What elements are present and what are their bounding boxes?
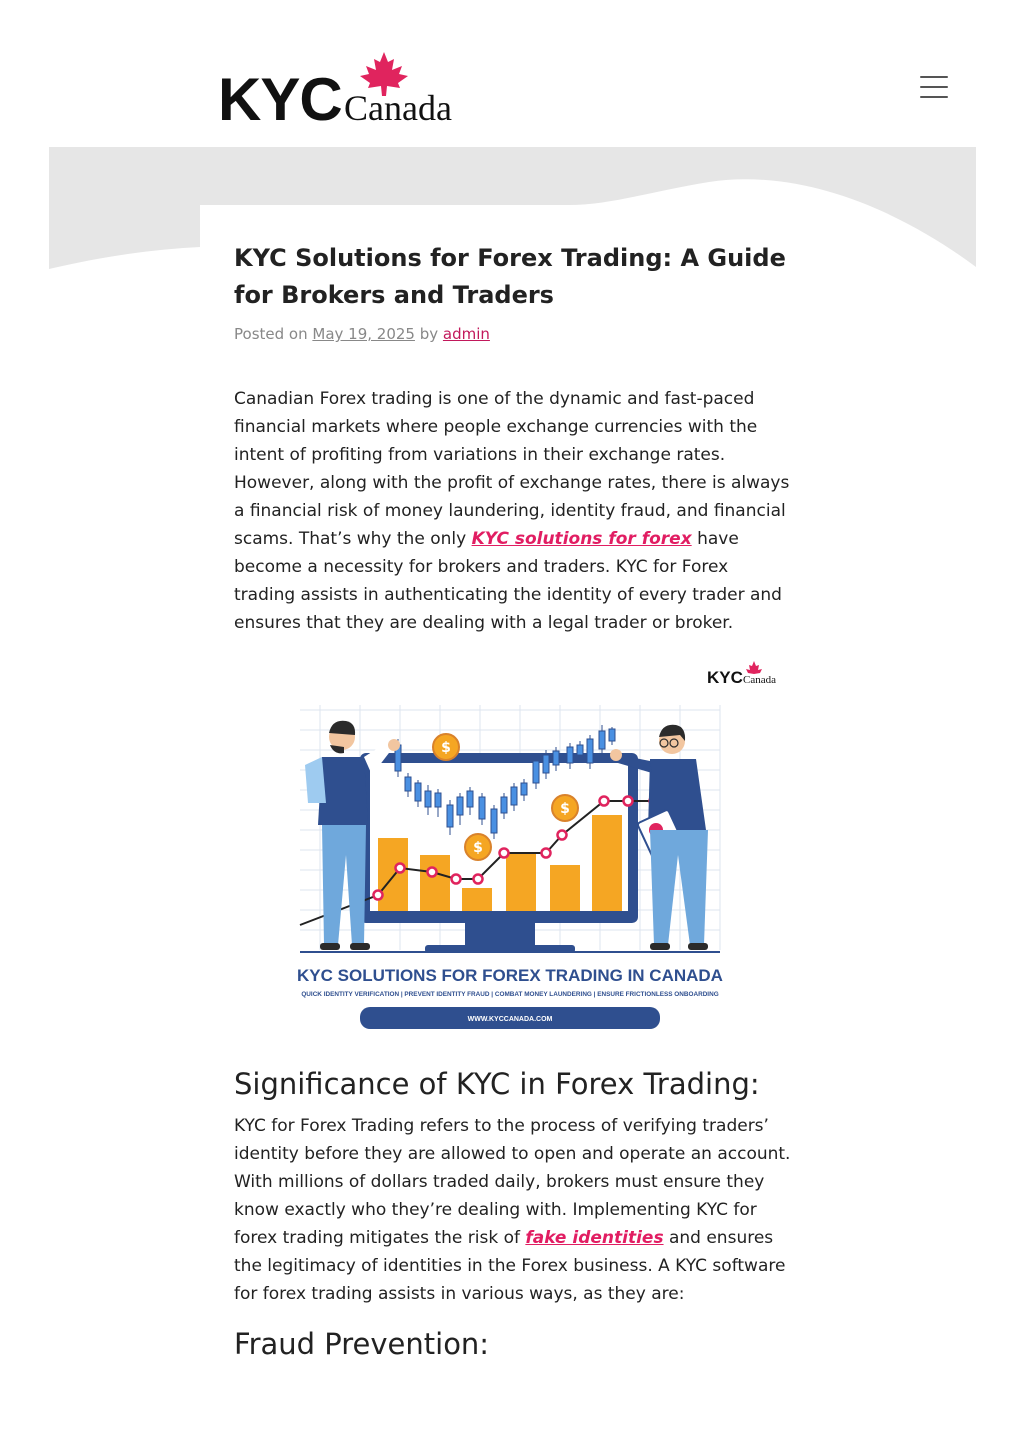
logo-kyc-text: KYC xyxy=(218,66,342,133)
section-heading-fraud-prevention: Fraud Prevention: xyxy=(234,1327,490,1361)
posted-on-label: Posted on xyxy=(234,325,308,343)
svg-text:$: $ xyxy=(473,840,483,856)
intro-text-before: Canadian Forex trading is one of the dynamic and fast-paced financial markets where people exchange currencies with the intent of profiting from variations in their exchange rates. However, along with the profit of exchange rates, there is always a financial risk of money laundering, identity fraud, and financial scams. That’s why the only xyxy=(234,389,790,549)
site-header xyxy=(0,0,1024,147)
article-title: KYC Solutions for Forex Trading: A Guide for Brokers and Traders xyxy=(234,244,786,309)
kyc-solutions-forex-link[interactable]: KYC solutions for forex xyxy=(471,529,692,549)
author-link[interactable]: admin xyxy=(442,325,490,343)
post-meta xyxy=(234,325,490,343)
significance-text-after: and ensures the legitimacy of identities in the Forex business. A KYC software for forex trading assists in various ways, as they are: xyxy=(234,1228,786,1304)
fake-identities-link[interactable]: fake identities xyxy=(525,1228,664,1248)
intro-paragraph xyxy=(234,385,794,637)
coin-icon-3 xyxy=(465,834,491,860)
section-heading-significance: Significance of KYC in Forex Trading: xyxy=(234,1067,760,1101)
logo-canada-text: Canada xyxy=(344,88,452,128)
site-logo[interactable] xyxy=(218,50,478,133)
illustration-logo-kyc: KYC xyxy=(707,668,743,687)
post-date-link[interactable]: May 19, 2025 xyxy=(312,325,415,343)
illustration-url: WWW.KYCCANADA.COM xyxy=(467,1016,553,1023)
illustration-heading: KYC SOLUTIONS FOR FOREX TRADING IN CANADA xyxy=(297,966,723,985)
significance-paragraph xyxy=(234,1112,794,1308)
coin-icon-1 xyxy=(433,734,459,760)
by-label: by xyxy=(419,325,439,343)
illustration-subheading: QUICK IDENTITY VERIFICATION | PREVENT IDENTITY FRAUD | COMBAT MONEY LAUNDERING | ENSURE FRICTIONLESS ONBOARDING xyxy=(301,991,719,998)
illustration-maple-leaf-icon xyxy=(746,661,762,674)
svg-text:$: $ xyxy=(560,801,570,817)
hamburger-menu-icon[interactable] xyxy=(920,76,948,102)
significance-text-before: KYC for Forex Trading refers to the process of verifying traders’ identity before they are allowed to open and operate an account. With millions of dollars traded daily, brokers must ensure they know exactly who they’re dealing with. Implementing KYC for forex trading mitigates the risk of xyxy=(234,1116,791,1248)
svg-text:$: $ xyxy=(441,740,451,756)
forex-kyc-illustration xyxy=(260,655,790,1035)
intro-text-after: have become a necessity for brokers and traders. KYC for Forex trading assists in authenticating the identity of every trader and ensures that they are dealing with a legal trader or broker. xyxy=(234,529,782,633)
coin-icon-2 xyxy=(552,795,578,821)
illustration-logo-canada: Canada xyxy=(743,674,776,686)
